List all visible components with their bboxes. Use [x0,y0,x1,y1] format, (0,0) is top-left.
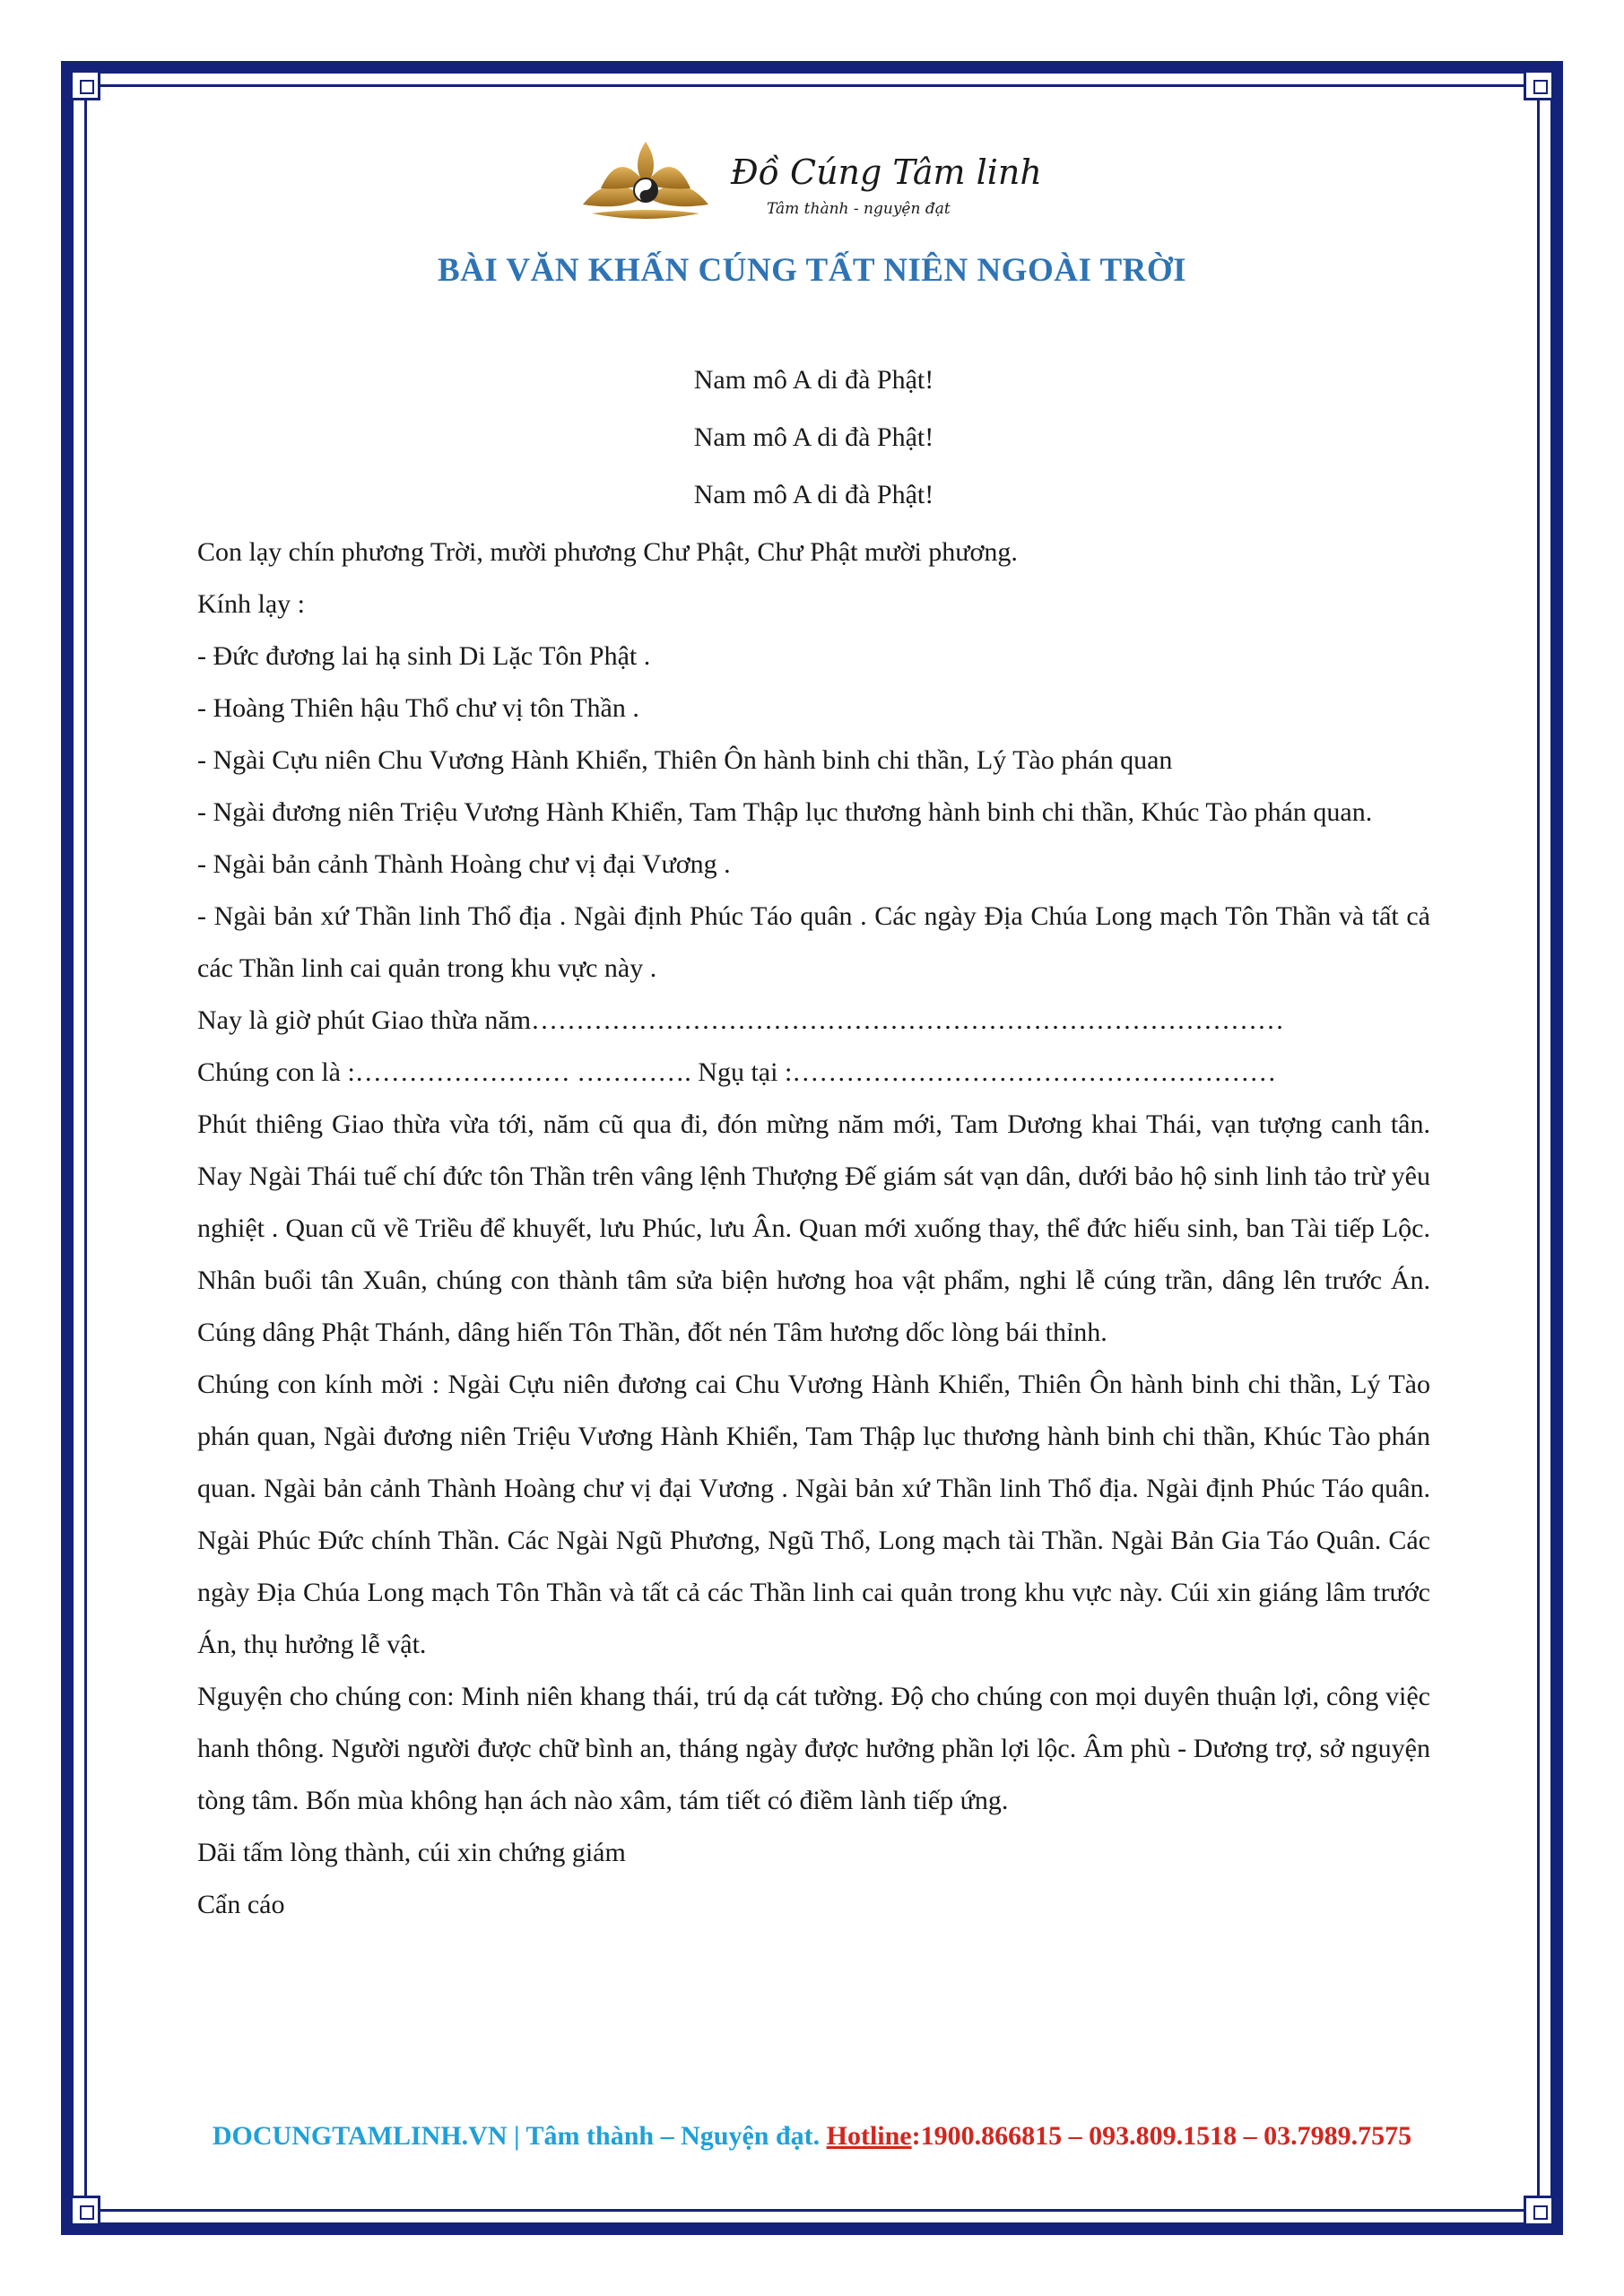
paragraph: Chúng con là :…………………… …………. Ngụ tại :……………………………………………… [197,1057,1277,1087]
document-title: BÀI VĂN KHẤN CÚNG TẤT NIÊN NGOÀI TRỜI [437,252,1187,289]
invocation-line: Nam mô A di đà Phật! [693,422,934,452]
footer-hotline-label[interactable]: Hotline [826,2121,912,2151]
brand-logo [574,135,1042,233]
lotus-logo-icon [574,135,1042,233]
frame-corner-ornament [1524,70,1554,100]
paragraph: Nay là giờ phút Giao thừa năm………………………………………………………………………… [197,1005,1285,1035]
paragraph: Nguyện cho chúng con: Minh niên khang thái, trú dạ cát tường. Độ cho chúng con mọi duyên thuận lợi, công việc hanh thông. Người người được chữ bình an, tháng ngày được hưởng phần lợi lộc. Âm phù - Dương trợ, sở nguyện tòng tâm. Bốn mùa không hạn ách nào xâm, tám tiết có điềm lành tiếp ứng. [197,1682,1430,1815]
paragraph: Con lạy chín phương Trời, mười phương Chư Phật, Chư Phật mười phương. [197,537,1018,567]
paragraph: - Ngài đương niên Triệu Vương Hành Khiển, Tam Thập lục thương hành binh chi thần, Khúc Tào phán quan. [197,797,1373,827]
paragraph: - Ngài Cựu niên Chu Vương Hành Khiển, Thiên Ôn hành binh chi thần, Lý Tào phán quan [197,745,1173,775]
frame-corner-ornament [70,2196,100,2226]
paragraph: - Ngài bản cảnh Thành Hoàng chư vị đại Vương . [197,849,731,879]
paragraph: Phút thiêng Giao thừa vừa tới, năm cũ qua đi, đón mừng năm mới, Tam Dương khai Thái, vạn tượng canh tân. Nay Ngài Thái tuế chí đức tôn Thần trên vâng lệnh Thượng Đế giám sát vạn dân, dưới bảo hộ sinh linh tảo trừ yêu nghiệt . Quan cũ về Triều để khuyết, lưu Phúc, lưu Ân. Quan mới xuống thay, thể đức hiếu sinh, ban Tài tiếp Lộc. Nhân buổi tân Xuân, chúng con thành tâm sửa biện hương hoa vật phẩm, nghi lễ cúng trần, dâng lên trước Án. Cúng dâng Phật Thánh, dâng hiến Tôn Thần, đốt nén Tâm hương dốc lòng bái thỉnh. [197,1109,1430,1347]
paragraph: Kính lạy : [197,589,305,619]
footer-hotline-numbers: :1900.866815 – 093.809.1518 – 03.7989.7575 [911,2121,1412,2151]
frame-corner-ornament [1524,2196,1554,2226]
invocation-line: Nam mô A di đà Phật! [693,365,934,395]
footer-site[interactable]: DOCUNGTAMLINH.VN | Tâm thành – Nguyện đạt. [212,2121,821,2151]
prayer-text [197,354,1430,1931]
paragraph: Cẩn cáo [197,1890,285,1919]
paragraph: - Hoàng Thiên hậu Thổ chư vị tôn Thần . [197,693,639,723]
paragraph: Dãi tấm lòng thành, cúi xin chứng giám [197,1838,626,1867]
paragraph: - Đức đương lai hạ sinh Di Lặc Tôn Phật . [197,641,651,671]
svg-text:Tâm thành - nguyện đạt: Tâm thành - nguyện đạt [767,200,951,218]
paragraph: - Ngài bản xứ Thần linh Thổ địa . Ngài định Phúc Táo quân . Các ngày Địa Chúa Long mạch Tôn Thần và tất cả các Thần linh cai quản trong khu vực này . [197,901,1430,983]
paragraph: Chúng con kính mời : Ngài Cựu niên đương cai Chu Vương Hành Khiển, Thiên Ôn hành binh chi thần, Lý Tào phán quan, Ngài đương niên Triệu Vương Hành Khiển, Tam Thập lục thương hành binh chi thần, Khúc Tào phán quan. Ngài bản cảnh Thành Hoàng chư vị đại Vương . Ngài bản xứ Thần linh Thổ địa. Ngài định Phúc Táo quân. Ngài Phúc Đức chính Thần. Các Ngài Ngũ Phương, Ngũ Thổ, Long mạch tài Thần. Ngài Bản Gia Táo Quân. Các ngày Địa Chúa Long mạch Tôn Thần và tất cả các Thần linh cai quản trong khu vực này. Cúi xin giáng lâm trước Án, thụ hưởng lễ vật. [197,1370,1430,1659]
frame-corner-ornament [70,70,100,100]
svg-text:Đồ Cúng Tâm linh: Đồ Cúng Tâm linh [731,152,1042,192]
page-footer [0,2121,1624,2152]
invocation-line: Nam mô A di đà Phật! [693,480,934,509]
